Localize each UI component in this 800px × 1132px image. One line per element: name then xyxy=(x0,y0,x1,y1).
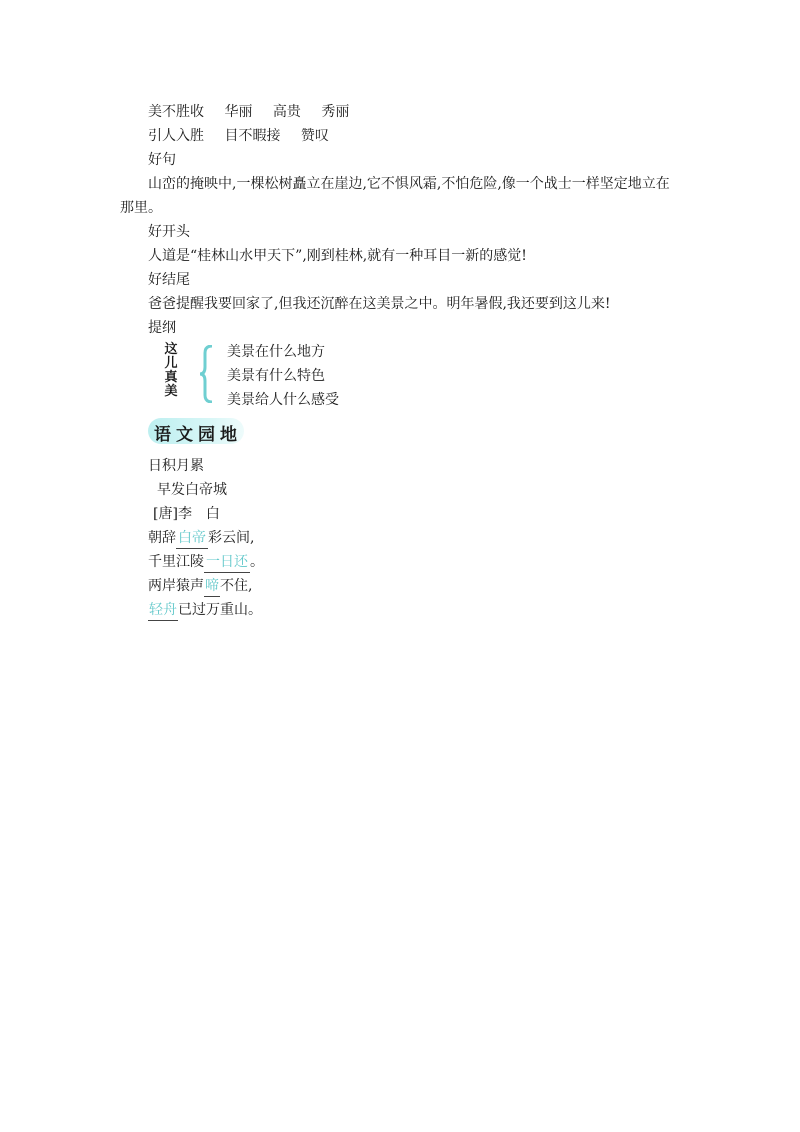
poem-text: 两岸猿声 xyxy=(148,578,204,594)
accumulate-heading: 日积月累 xyxy=(148,458,204,474)
curly-brace-icon xyxy=(199,345,215,403)
good-opening-heading: 好开头 xyxy=(148,224,190,240)
good-ending-text: 爸爸提醒我要回家了,但我还沉醉在这美景之中。明年暑假,我还要到这儿来! xyxy=(148,296,611,312)
outline-heading: 提纲 xyxy=(148,320,176,336)
section-title: 语文园地 xyxy=(154,425,242,445)
word: 目不暇接 xyxy=(224,128,281,144)
good-sentence-heading: 好句 xyxy=(148,152,176,168)
fill-in-blank: 轻舟 xyxy=(148,600,178,621)
fill-in-blank: 白帝 xyxy=(176,528,208,549)
poem-text: 。 xyxy=(250,554,264,570)
fill-in-blank: 一日还 xyxy=(204,552,250,573)
poem-line xyxy=(148,576,252,597)
fill-in-blank: 啼 xyxy=(204,576,220,597)
author-dynasty: [唐] xyxy=(153,506,178,522)
word: 华丽 xyxy=(224,104,253,120)
poem-author xyxy=(153,504,220,524)
word-row-1 xyxy=(148,102,349,122)
poem-line xyxy=(148,600,262,621)
poem-text: 彩云间, xyxy=(208,530,255,546)
outline-topic-char: 儿 xyxy=(164,356,178,371)
poem-line xyxy=(148,552,264,573)
word: 高贵 xyxy=(272,104,301,120)
section-title-badge xyxy=(148,418,244,444)
word-row-2 xyxy=(148,126,329,146)
poem-title: 早发白帝城 xyxy=(157,482,227,498)
outline-topic-char: 美 xyxy=(164,384,178,399)
word: 引人入胜 xyxy=(148,128,204,144)
outline-topic-char: 这 xyxy=(164,342,178,357)
poem-text: 不住, xyxy=(220,578,253,594)
poem-text: 千里江陵 xyxy=(148,554,204,570)
word: 秀丽 xyxy=(321,104,350,120)
outline-topic xyxy=(163,343,179,399)
word: 美不胜收 xyxy=(148,104,204,120)
outline-point: 美景在什么地方 xyxy=(227,344,325,360)
poem-text: 已过万重山。 xyxy=(178,602,262,618)
good-sentence-line-1: 山峦的掩映中,一棵松树矗立在崖边,它不惧风霜,不怕危险,像一个战士一样坚定地立在 xyxy=(148,176,670,192)
good-ending-heading: 好结尾 xyxy=(148,272,190,288)
poem-line xyxy=(148,528,254,549)
outline-point: 美景给人什么感受 xyxy=(227,392,339,408)
word: 赞叹 xyxy=(300,128,329,144)
outline-point: 美景有什么特色 xyxy=(227,368,325,384)
good-opening-text: 人道是“桂林山水甲天下”,刚到桂林,就有一种耳目一新的感觉! xyxy=(148,248,527,264)
author-name: 李 白 xyxy=(177,506,220,522)
outline-topic-char: 真 xyxy=(164,370,178,385)
good-sentence-line-2: 那里。 xyxy=(120,200,162,216)
poem-text: 朝辞 xyxy=(148,530,176,546)
